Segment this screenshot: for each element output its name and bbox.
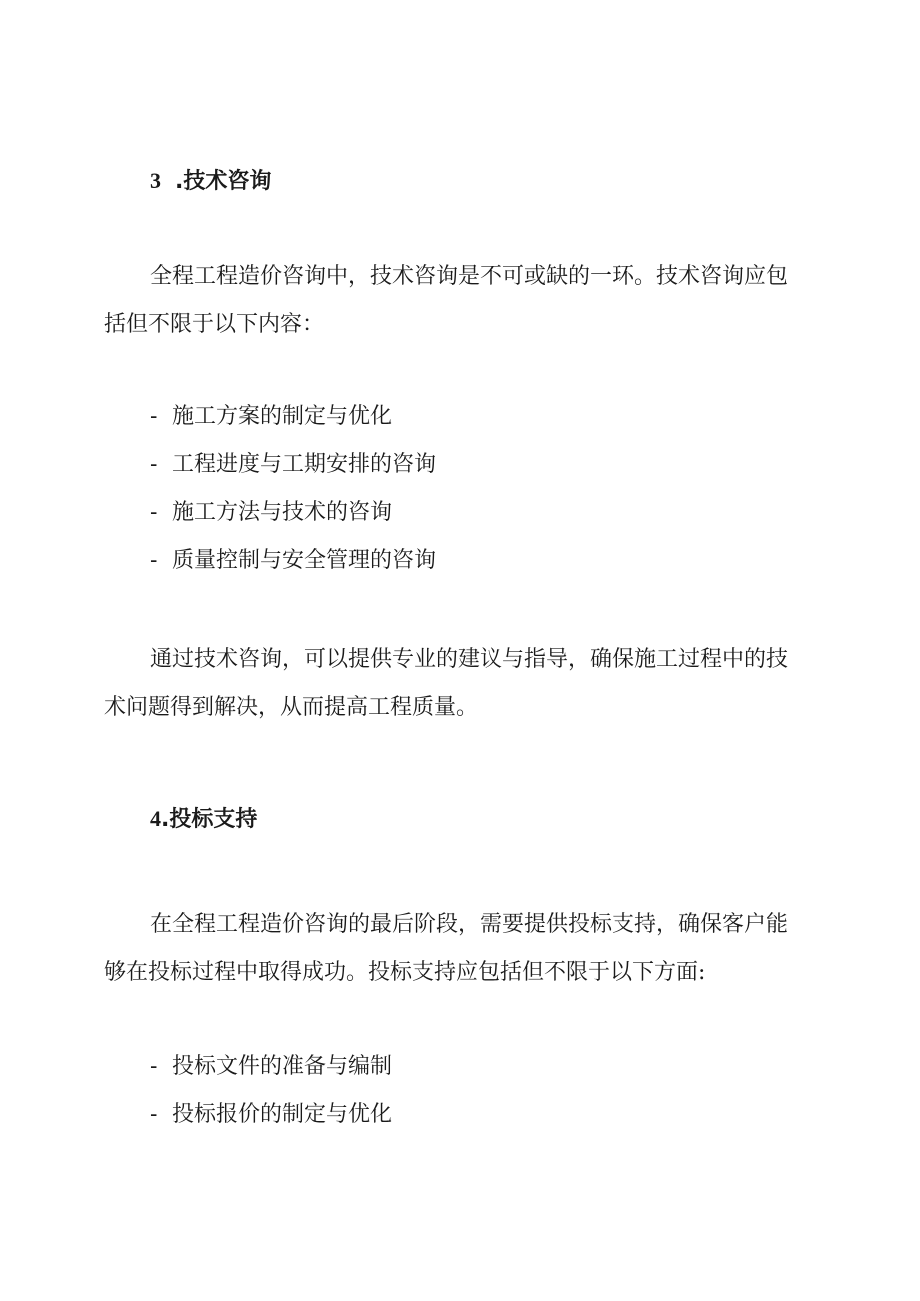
section-4-intro-line-1: 在全程工程造价咨询的最后阶段，需要提供投标支持，确保客户能: [150, 912, 789, 937]
section-3-intro-line-2: 括但不限于以下内容：: [104, 312, 325, 337]
section-4-heading: [150, 804, 257, 835]
section-4-title: .投标支持: [161, 807, 258, 832]
list-marker: -: [150, 452, 158, 477]
section-4-intro-line-2: 够在投标过程中取得成功。投标支持应包括但不限于以下方面:: [104, 960, 706, 985]
section-3-intro-line-1: 全程工程造价咨询中，技术咨询是不可或缺的一环。技术咨询应包: [150, 264, 789, 289]
list-item: - 投标文件的准备与编制: [150, 1043, 392, 1091]
section-3-intro: [104, 253, 824, 349]
section-3-summary-line-1: 通过技术咨询，可以提供专业的建议与指导，确保施工过程中的技: [150, 647, 789, 672]
section-3-list: [150, 393, 436, 585]
list-item: - 施工方法与技术的咨询: [150, 489, 436, 537]
section-4-list: [150, 1043, 392, 1139]
section-3-summary-line-2: 术问题得到解决，从而提高工程质量。: [104, 695, 479, 720]
list-marker: -: [150, 404, 158, 429]
section-3-summary: [104, 636, 824, 732]
section-4-number: 4: [150, 806, 161, 831]
list-marker: -: [150, 1102, 158, 1127]
list-marker: -: [150, 548, 158, 573]
list-item: - 工程进度与工期安排的咨询: [150, 441, 436, 489]
list-item: - 施工方案的制定与优化: [150, 393, 436, 441]
section-3-number: 3: [150, 168, 161, 193]
section-3-heading: [150, 166, 271, 197]
list-marker: -: [150, 500, 158, 525]
list-marker: -: [150, 1054, 158, 1079]
list-item: - 质量控制与安全管理的咨询: [150, 537, 436, 585]
section-3-title: .技术咨询: [175, 169, 272, 194]
section-4-intro: [104, 901, 824, 997]
list-item: - 投标报价的制定与优化: [150, 1091, 392, 1139]
